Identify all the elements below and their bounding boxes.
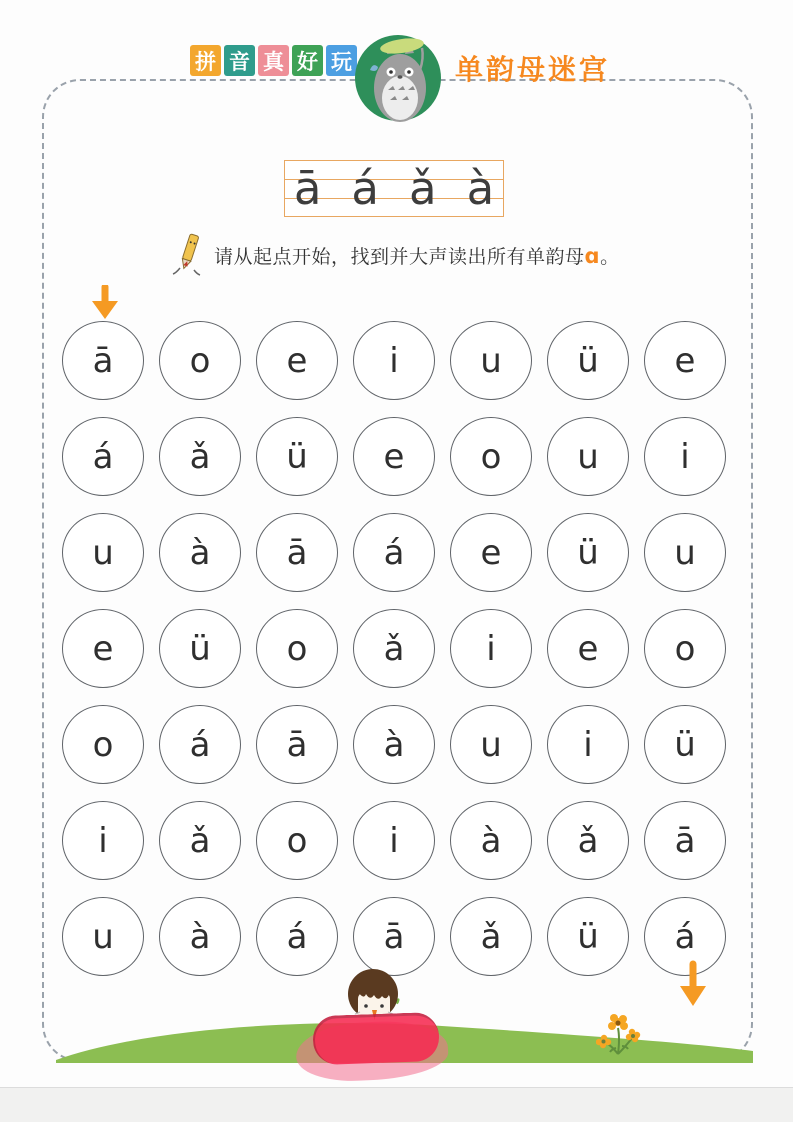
maze-letter: ü	[189, 628, 211, 669]
maze-grid	[62, 321, 726, 976]
maze-letter: o	[92, 724, 114, 765]
maze-letter: o	[189, 340, 211, 381]
maze-cell	[62, 321, 144, 400]
maze-letter: ǎ	[189, 436, 211, 477]
totoro-avatar-icon	[354, 34, 442, 122]
maze-letter: ü	[674, 724, 696, 765]
maze-cell	[547, 513, 629, 592]
maze-cell	[256, 609, 338, 688]
maze-letter: e	[480, 532, 502, 573]
maze-cell	[644, 513, 726, 592]
maze-letter: u	[92, 916, 114, 957]
maze-cell	[353, 513, 435, 592]
banner-char: 真	[258, 45, 289, 76]
maze-letter: e	[92, 628, 114, 669]
maze-letter: á	[286, 916, 308, 957]
maze-letter: ü	[577, 532, 599, 573]
banner-char: 音	[224, 45, 255, 76]
maze-letter: ā	[286, 532, 308, 573]
maze-cell	[62, 609, 144, 688]
maze-cell	[644, 609, 726, 688]
tone-letter: ā	[293, 161, 322, 215]
maze-letter: o	[480, 436, 502, 477]
maze-cell	[547, 705, 629, 784]
maze-letter: i	[583, 724, 593, 765]
maze-letter: i	[486, 628, 496, 669]
maze-letter: á	[674, 916, 696, 957]
maze-cell	[450, 513, 532, 592]
maze-cell	[159, 609, 241, 688]
maze-letter: ā	[674, 820, 696, 861]
maze-letter: á	[383, 532, 405, 573]
end-arrow-icon	[674, 960, 712, 1010]
maze-cell	[547, 897, 629, 976]
maze-letter: ǎ	[577, 820, 599, 861]
maze-letter: e	[577, 628, 599, 669]
start-arrow-icon	[86, 285, 124, 323]
maze-letter: ü	[286, 436, 308, 477]
maze-letter: u	[577, 436, 599, 477]
maze-cell	[159, 321, 241, 400]
maze-cell	[256, 801, 338, 880]
maze-letter: ü	[577, 340, 599, 381]
maze-letter: o	[674, 628, 696, 669]
tone-letter: à	[466, 161, 495, 215]
maze-cell	[256, 417, 338, 496]
instruction-row	[168, 232, 620, 276]
maze-cell	[644, 417, 726, 496]
maze-cell	[62, 417, 144, 496]
tone-letter: ǎ	[409, 161, 437, 215]
maze-cell	[159, 705, 241, 784]
maze-letter: à	[480, 820, 502, 861]
maze-cell	[450, 705, 532, 784]
maze-cell	[450, 609, 532, 688]
maze-cell	[256, 513, 338, 592]
maze-letter: e	[383, 436, 405, 477]
maze-letter: i	[680, 436, 690, 477]
maze-letter: à	[189, 916, 211, 957]
banner-char: 拼	[190, 45, 221, 76]
maze-cell	[62, 897, 144, 976]
maze-letter: à	[189, 532, 211, 573]
page-title: 单韵母迷宫	[455, 53, 611, 86]
maze-letter: á	[189, 724, 211, 765]
maze-letter: u	[480, 724, 502, 765]
pencil-icon	[168, 232, 208, 276]
maze-letter: o	[286, 628, 308, 669]
maze-letter: u	[480, 340, 502, 381]
maze-cell	[353, 609, 435, 688]
maze-letter: ā	[92, 340, 114, 381]
maze-letter: i	[389, 820, 399, 861]
maze-cell	[159, 897, 241, 976]
maze-cell	[62, 513, 144, 592]
maze-cell	[547, 417, 629, 496]
maze-letter: ǎ	[189, 820, 211, 861]
maze-letter: á	[92, 436, 114, 477]
maze-letter: ǎ	[383, 628, 405, 669]
maze-cell	[256, 897, 338, 976]
maze-cell	[450, 801, 532, 880]
instruction-highlight: ɑ	[584, 244, 601, 268]
maze-letter: ü	[577, 916, 599, 957]
maze-cell	[644, 801, 726, 880]
flower	[596, 998, 644, 1056]
tone-letters	[285, 153, 503, 223]
instruction-text	[214, 232, 620, 269]
instruction-suffix: 。	[600, 246, 620, 268]
maze-letter: ǎ	[480, 916, 502, 957]
banner-char: 玩	[326, 45, 357, 76]
maze-cell	[353, 417, 435, 496]
maze-letter: ā	[383, 916, 405, 957]
banner-pinyin-fun	[190, 45, 357, 76]
maze-cell	[450, 417, 532, 496]
maze-cell	[159, 417, 241, 496]
maze-letter: à	[383, 724, 405, 765]
maze-cell	[353, 897, 435, 976]
page-bottom-edge	[0, 1087, 793, 1122]
instruction-prefix: 请从起点开始，找到并大声读出所有单韵母	[214, 246, 585, 268]
maze-cell	[62, 801, 144, 880]
maze-cell	[353, 801, 435, 880]
maze-cell	[256, 321, 338, 400]
tone-practice-box	[284, 160, 504, 217]
maze-cell	[644, 321, 726, 400]
maze-letter: i	[389, 340, 399, 381]
maze-cell	[547, 609, 629, 688]
maze-letter: e	[674, 340, 696, 381]
maze-letter: ā	[286, 724, 308, 765]
maze-cell	[62, 705, 144, 784]
maze-cell	[159, 801, 241, 880]
maze-letter: u	[674, 532, 696, 573]
tone-letter: á	[351, 161, 379, 215]
maze-letter: o	[286, 820, 308, 861]
maze-cell	[547, 321, 629, 400]
maze-letter: u	[92, 532, 114, 573]
maze-cell	[256, 705, 338, 784]
maze-cell	[450, 897, 532, 976]
maze-cell	[159, 513, 241, 592]
red-scribble	[312, 1012, 440, 1065]
maze-letter: i	[98, 820, 108, 861]
maze-letter: e	[286, 340, 308, 381]
banner-char: 好	[292, 45, 323, 76]
maze-cell	[644, 705, 726, 784]
maze-cell	[353, 705, 435, 784]
maze-cell	[547, 801, 629, 880]
maze-cell	[353, 321, 435, 400]
maze-cell	[450, 321, 532, 400]
